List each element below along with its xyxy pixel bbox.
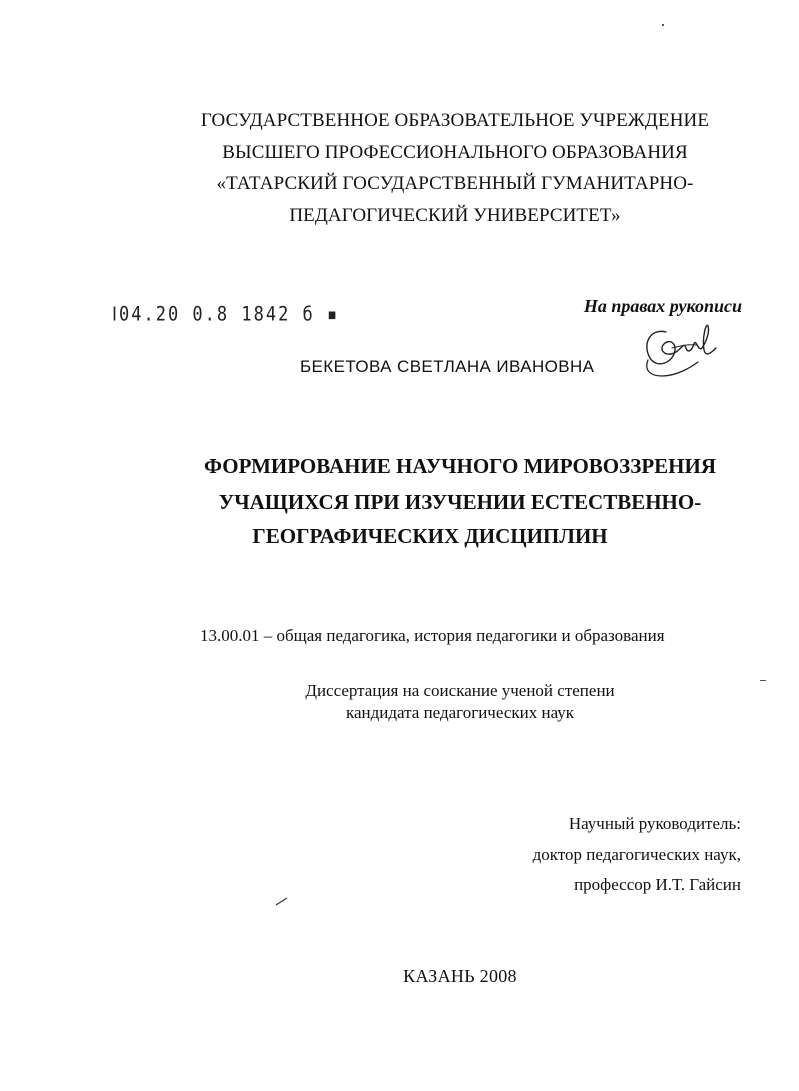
thesis-title-line-1: ФОРМИРОВАНИЕ НАУЧНОГО МИРОВОЗЗРЕНИЯ — [204, 454, 716, 478]
institution-line-1: ГОСУДАРСТВЕННОЕ ОБРАЗОВАТЕЛЬНОЕ УЧРЕЖДЕНИЕ — [200, 110, 710, 131]
degree-line-2: кандидата педагогических наук — [345, 703, 575, 722]
institution-line-2: ВЫСШЕГО ПРОФЕССИОНАЛЬНОГО ОБРАЗОВАНИЯ — [222, 142, 688, 163]
thesis-title-line-3: ГЕОГРАФИЧЕСКИХ ДИСЦИПЛИН — [252, 524, 608, 548]
manuscript-rights-label: На правах рукописи — [583, 296, 742, 316]
author-name: БЕКЕТОВА СВЕТЛАНА ИВАНОВНА — [300, 357, 595, 376]
supervisor-name: профессор И.Т. Гайсин — [574, 875, 741, 894]
city-year: КАЗАНЬ 2008 — [403, 966, 517, 986]
institution-line-4: ПЕДАГОГИЧЕСКИЙ УНИВЕРСИТЕТ» — [289, 205, 621, 226]
scan-speck — [662, 24, 664, 26]
scan-mark — [275, 896, 289, 906]
thesis-title-line-2: УЧАЩИХСЯ ПРИ ИЗУЧЕНИИ ЕСТЕСТВЕННО- — [218, 490, 702, 514]
archive-stamp-number: Ⅰ04.20 0.8 1842 б ▪ — [112, 303, 340, 326]
scan-speck — [760, 680, 766, 681]
handwritten-signature-icon — [636, 318, 720, 384]
degree-line-1: Диссертация на соискание ученой степени — [305, 681, 615, 700]
supervisor-label: Научный руководитель: — [568, 814, 741, 833]
specialty-code: 13.00.01 – общая педагогика, история педагогики и образования — [200, 626, 665, 645]
institution-line-3: «ТАТАРСКИЙ ГОСУДАРСТВЕННЫЙ ГУМАНИТАРНО- — [216, 173, 694, 194]
supervisor-degree: доктор педагогических наук, — [532, 845, 741, 864]
